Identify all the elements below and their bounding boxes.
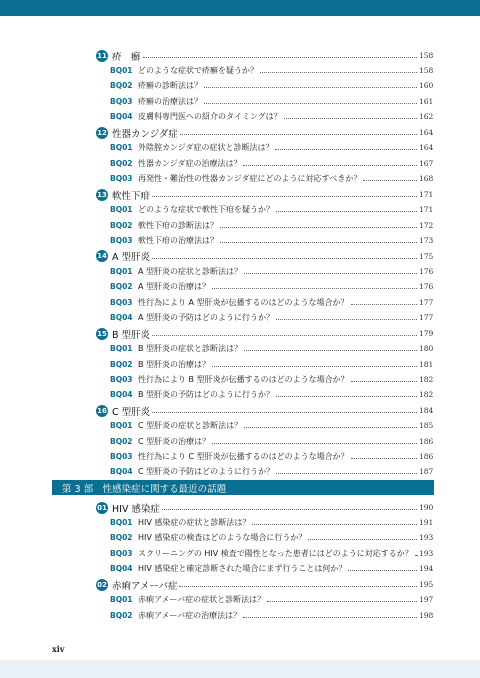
question-code: BQ03 <box>110 96 133 106</box>
section-number-badge: 12 <box>97 128 107 137</box>
leader-dots <box>276 473 417 474</box>
question-text: 再発性・難治性の性器カンジダ症にどのように対応すべきか？ <box>138 173 362 183</box>
leader-dots <box>252 524 417 525</box>
section-title: 赤痢アメーバ症 <box>112 580 178 592</box>
leader-dots <box>204 103 417 104</box>
section-number-badge: 02 <box>97 580 107 589</box>
question-code: BQ02 <box>110 436 133 446</box>
page-ref: 181 <box>419 359 434 369</box>
toc-entry[interactable] <box>96 217 433 232</box>
question-text: 皮膚科専門医への紹介のタイミングは？ <box>138 112 282 122</box>
page-ref: 168 <box>419 173 434 183</box>
question-text: 性行為により C 型肝炎が伝播するのはどのような場合か？ <box>138 452 349 462</box>
question-code: BQ02 <box>110 533 133 543</box>
leader-dots <box>260 72 417 73</box>
section-title: A 型肝炎 <box>112 252 151 264</box>
question-text: 赤痢アメーバ症の症状と診断法は？ <box>138 595 266 605</box>
page-ref: 171 <box>419 190 434 200</box>
toc-entry[interactable] <box>96 434 433 449</box>
toc-entry[interactable] <box>96 155 433 170</box>
question-text: どのような症状で軟性下疳を疑うか？ <box>138 205 274 215</box>
section-heading[interactable] <box>96 249 433 264</box>
question-code: BQ03 <box>110 173 133 183</box>
leader-dots <box>276 319 417 320</box>
page-ref: 171 <box>419 205 434 215</box>
toc-entry[interactable] <box>96 202 433 217</box>
page-ref: 158 <box>419 51 434 60</box>
question-code: BQ01 <box>110 66 133 76</box>
section-number-badge: 13 <box>97 190 107 199</box>
question-code: BQ03 <box>110 548 133 558</box>
section-heading[interactable] <box>96 500 433 515</box>
leader-dots <box>276 211 417 212</box>
leader-dots <box>243 617 417 618</box>
page-ref: 197 <box>419 595 434 605</box>
leader-dots <box>267 601 417 602</box>
page-ref: 160 <box>419 81 434 91</box>
toc-entry[interactable] <box>96 387 433 402</box>
page-ref: 186 <box>419 452 434 462</box>
page-ref: 177 <box>419 313 434 322</box>
question-code: BQ02 <box>110 220 133 230</box>
header-band <box>0 0 480 16</box>
section-title: HIV 感染症 <box>112 503 160 515</box>
page-ref: 180 <box>419 344 434 354</box>
toc-entry[interactable] <box>96 561 433 576</box>
question-text: A 型肝炎の予防はどのように行うか？ <box>138 313 275 322</box>
toc-entry[interactable] <box>96 515 433 530</box>
section-number-badge: 14 <box>97 252 107 261</box>
question-code: BQ04 <box>110 390 133 400</box>
page-ref: 161 <box>419 96 434 106</box>
page-ref: 195 <box>419 580 434 590</box>
page-ref: 179 <box>419 329 434 339</box>
question-text: 疥癬の診断法は？ <box>138 81 202 91</box>
leader-dots <box>275 149 417 150</box>
leader-dots <box>220 242 417 243</box>
toc-entry[interactable] <box>96 233 433 248</box>
section-title: 疥 癬 <box>112 51 141 63</box>
question-code: BQ01 <box>110 143 133 153</box>
page-ref: 176 <box>419 267 434 277</box>
question-text: 赤痢アメーバ症の治療法は？ <box>138 610 242 620</box>
toc-entry[interactable] <box>96 530 433 545</box>
page-ref: 182 <box>419 374 434 384</box>
question-code: BQ03 <box>110 452 133 462</box>
leader-dots <box>415 555 417 556</box>
question-text: 軟性下疳の治療法は？ <box>138 235 218 245</box>
question-text: HIV 感染症と確定診断された場合にまず行うことは何か？ <box>138 564 347 574</box>
section-heading[interactable] <box>96 48 433 63</box>
footer-band <box>0 660 480 678</box>
toc-entry[interactable] <box>96 592 433 607</box>
leader-dots <box>179 586 417 587</box>
leader-dots <box>351 458 417 459</box>
leader-dots <box>152 196 417 197</box>
question-text: 性行為により B 型肝炎が伝播するのはどのような場合か？ <box>138 374 349 384</box>
question-code: BQ04 <box>110 112 133 122</box>
leader-dots <box>348 570 417 571</box>
question-code: BQ03 <box>110 235 133 245</box>
question-code: BQ02 <box>110 359 133 369</box>
toc-entry[interactable] <box>96 310 433 325</box>
leader-dots <box>243 165 417 166</box>
question-text: B 型肝炎の症状と診断法は？ <box>138 344 243 354</box>
leader-dots <box>212 288 417 289</box>
toc-entry[interactable] <box>96 78 433 93</box>
question-text: HIV 感染症の検査はどのような場合に行うか？ <box>138 533 307 543</box>
leader-dots <box>276 396 417 397</box>
question-code: BQ01 <box>110 267 133 277</box>
page-ref: 158 <box>419 66 434 76</box>
toc-list-part3 <box>96 499 433 623</box>
leader-dots <box>351 304 417 305</box>
toc-entry[interactable] <box>96 140 433 155</box>
question-text: スクリーニングの HIV 検査で陽性となった患者にはどのように対応するか？ <box>138 548 413 558</box>
leader-dots <box>212 443 417 444</box>
question-code: BQ02 <box>110 158 133 168</box>
question-text: 性行為により A 型肝炎が伝播するのはどのような場合か？ <box>138 297 349 307</box>
section-number-badge: 15 <box>97 329 107 338</box>
leader-dots <box>204 87 417 88</box>
question-text: A 型肝炎の治療は？ <box>138 282 211 292</box>
page-ref: 187 <box>419 467 434 477</box>
question-code: BQ01 <box>110 421 133 431</box>
toc-entry[interactable] <box>96 607 433 622</box>
question-text: HIV 感染症の症状と診断法は？ <box>138 518 251 528</box>
page-ref: 164 <box>419 143 434 153</box>
page-ref: 198 <box>419 610 434 620</box>
section-heading[interactable] <box>96 403 433 418</box>
page-ref: 173 <box>419 235 434 245</box>
page-ref: 164 <box>419 128 434 138</box>
page-ref: 193 <box>419 533 434 543</box>
section-heading[interactable] <box>96 577 433 592</box>
page-ref: 162 <box>419 112 434 122</box>
leader-dots <box>152 258 417 259</box>
toc-entry[interactable] <box>96 264 433 279</box>
question-code: BQ01 <box>110 518 133 528</box>
question-text: C 型肝炎の予防はどのように行うか？ <box>138 467 275 477</box>
leader-dots <box>152 412 417 413</box>
leader-dots <box>220 227 417 228</box>
leader-dots <box>244 427 417 428</box>
toc-entry[interactable] <box>96 372 433 387</box>
toc-entry[interactable] <box>96 464 433 479</box>
section-number-badge: 11 <box>97 51 107 60</box>
section-number-badge: 16 <box>97 406 107 415</box>
toc-entry[interactable] <box>96 356 433 371</box>
page-ref: 182 <box>419 390 434 400</box>
leader-dots <box>152 335 417 336</box>
page-ref: 185 <box>419 421 434 431</box>
toc-entry[interactable] <box>96 279 433 294</box>
page-ref: 194 <box>419 564 434 574</box>
page-ref: 190 <box>419 503 434 512</box>
page-ref: 193 <box>419 548 434 558</box>
question-text: 軟性下疳の診断法は？ <box>138 220 218 230</box>
page-number: xiv <box>52 644 65 654</box>
leader-dots <box>180 134 417 135</box>
page-ref: 175 <box>419 251 434 261</box>
question-text: B 型肝炎の予防はどのように行うか？ <box>138 390 275 400</box>
question-text: 疥癬の治療法は？ <box>138 96 202 106</box>
toc-entry[interactable] <box>96 418 433 433</box>
toc-entry[interactable] <box>96 341 433 356</box>
leader-dots <box>212 366 417 367</box>
section-number-badge: 01 <box>97 503 107 512</box>
section-heading[interactable] <box>96 187 433 202</box>
question-code: BQ04 <box>110 313 133 322</box>
page-ref: 172 <box>419 220 434 230</box>
page-ref: 184 <box>419 406 434 416</box>
question-text: C 型肝炎の治療は？ <box>138 436 211 446</box>
leader-dots <box>143 57 417 58</box>
question-text: どのような症状で疥癬を疑うか？ <box>138 66 258 76</box>
question-text: 性器カンジダ症の治療法は？ <box>138 158 242 168</box>
question-code: BQ02 <box>110 282 133 292</box>
section-heading[interactable] <box>96 125 433 140</box>
part-heading <box>52 480 434 495</box>
page-ref: 167 <box>419 158 434 168</box>
toc-entry[interactable] <box>96 109 433 124</box>
section-heading[interactable] <box>96 326 433 341</box>
question-code: BQ03 <box>110 374 133 384</box>
question-code: BQ04 <box>110 467 133 477</box>
toc-entry[interactable] <box>96 295 433 310</box>
toc-entry[interactable] <box>96 449 433 464</box>
question-text: C 型肝炎の症状と診断法は？ <box>138 421 243 431</box>
question-code: BQ01 <box>110 205 133 215</box>
leader-dots <box>244 273 417 274</box>
leader-dots <box>284 118 417 119</box>
question-text: B 型肝炎の治療は？ <box>138 359 211 369</box>
question-code: BQ02 <box>110 610 133 620</box>
section-title: B 型肝炎 <box>112 329 151 341</box>
question-code: BQ01 <box>110 595 133 605</box>
page-ref: 177 <box>419 297 434 307</box>
toc-entry[interactable] <box>96 94 433 109</box>
question-code: BQ02 <box>110 81 133 91</box>
toc-entry[interactable] <box>96 546 433 561</box>
section-title: 軟性下疳 <box>112 190 151 202</box>
page-ref: 186 <box>419 436 434 446</box>
page-ref: 176 <box>419 282 434 292</box>
leader-dots <box>162 509 417 510</box>
question-code: BQ03 <box>110 297 133 307</box>
page-ref: 191 <box>419 518 434 528</box>
leader-dots <box>244 350 417 351</box>
toc-entry[interactable] <box>96 171 433 186</box>
leader-dots <box>351 381 417 382</box>
question-code: BQ04 <box>110 564 133 574</box>
question-text: A 型肝炎の症状と診断法は？ <box>138 267 243 277</box>
leader-dots <box>363 180 417 181</box>
toc-entry[interactable] <box>96 63 433 78</box>
section-title: 性器カンジダ症 <box>112 128 178 140</box>
part-heading-label: 第 3 部 性感染症に関する最近の話題 <box>62 483 227 495</box>
leader-dots <box>308 539 417 540</box>
section-title: C 型肝炎 <box>112 406 151 418</box>
question-text: 外陰腟カンジダ症の症状と診断法は？ <box>138 143 274 153</box>
question-code: BQ01 <box>110 344 133 354</box>
toc-list-part2 <box>96 47 433 480</box>
